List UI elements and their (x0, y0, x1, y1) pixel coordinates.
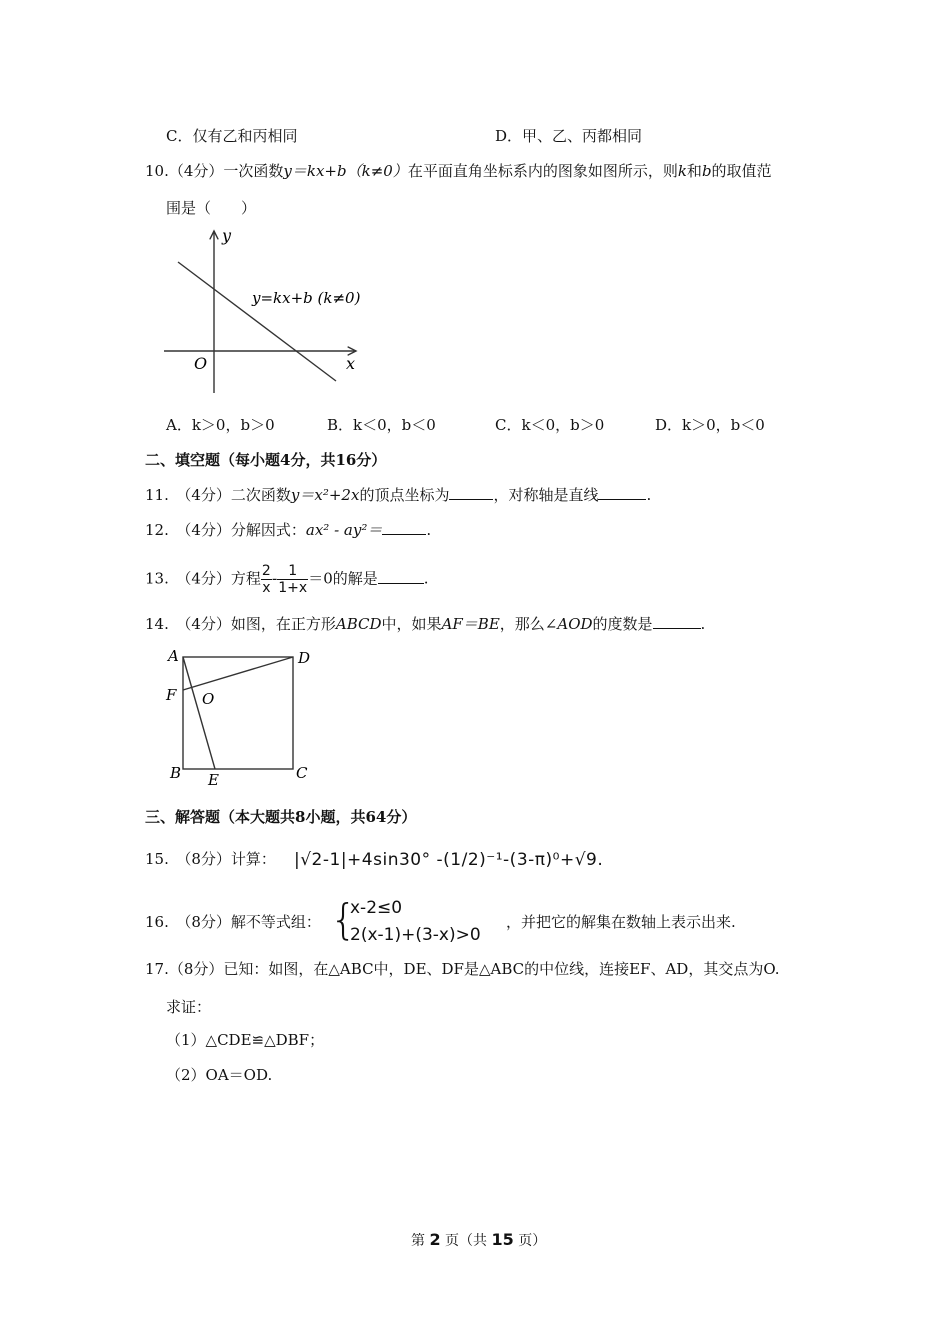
fraction-1-over-1-plus-x: $\frac{1}{1+x}$ (278, 563, 308, 596)
line-label: y=kx+b (k≠0) (252, 289, 361, 307)
q10-option-c: C．k＜0，b＞0 (495, 416, 605, 434)
answer-blank (598, 499, 646, 500)
q10-line2: 围是（ ） (166, 199, 257, 217)
q17-line2: 求证： (166, 998, 212, 1016)
answer-blank (382, 534, 426, 535)
q10-option-d: D．k＞0，b＜0 (655, 416, 765, 434)
label-b: B (170, 764, 182, 782)
segment-fd (183, 657, 293, 690)
label-f: F (166, 686, 177, 704)
q13: 13. （4分）方程 $\frac{2}{x}$ - $\frac{1}{1+x}$ ＝0的解是 . (145, 563, 429, 596)
x-axis-label: x (346, 354, 356, 373)
q9-option-d: D．甲、乙、丙都相同 (495, 127, 643, 145)
page-number: 2 (429, 1230, 441, 1249)
system-brace: { (330, 895, 357, 944)
answer-blank (653, 628, 701, 629)
q10-line1: 10.（4分）一次函数y＝kx+b（k≠0）在平面直角坐标系内的图象如图所示，则k和b的取值范 (145, 162, 772, 180)
label-c: C (296, 764, 308, 782)
answer-blank (449, 499, 493, 500)
fraction-2-over-x: $\frac{2}{x}$ (261, 563, 271, 596)
q9-option-c: C．仅有乙和丙相同 (166, 127, 298, 145)
q16-suffix: ，并把它的解集在数轴上表示出来. (506, 913, 736, 931)
q10-option-a: A．k＞0，b＞0 (166, 416, 275, 434)
page-footer: 第 2 页（共 15 页） (411, 1230, 547, 1249)
q11: 11. （4分）二次函数y＝x²+2x的顶点坐标为 ，对称轴是直线 . (145, 486, 652, 504)
section-3-heading: 三、解答题（本大题共8小题，共64分） (145, 808, 417, 826)
q12: 12. （4分）分解因式：ax² - ay²＝ . (145, 521, 432, 539)
section-2-heading: 二、填空题（每小题4分，共16分） (145, 451, 387, 469)
q16-inequality-2: 2(x-1)+(3-x)>0 (350, 925, 481, 945)
q17-item1: （1）△CDE≌△DBF； (166, 1031, 325, 1049)
q14-square-figure (160, 645, 320, 790)
q15-expression: |√2-1|+4sin30° -(1/2)⁻¹-(3-π)⁰+√9. (294, 850, 604, 870)
label-e: E (208, 771, 219, 789)
y-axis-label: y (222, 226, 232, 245)
q10-graph (160, 225, 370, 400)
origin-label: O (194, 354, 208, 373)
q17-item2: （2）OA＝OD. (166, 1066, 273, 1084)
label-o: O (202, 690, 215, 708)
answer-blank (378, 583, 424, 584)
q16-prefix: 16. （8分）解不等式组： (145, 913, 321, 931)
total-pages: 15 (491, 1230, 514, 1249)
q17-line1: 17.（8分）已知：如图，在△ABC中，DE、DF是△ABC的中位线，连接EF、AD，其交点为O. (145, 960, 780, 978)
q15: 15. （8分）计算： (145, 850, 276, 868)
q16-inequality-1: x-2≤0 (350, 898, 403, 918)
label-d: D (298, 649, 311, 667)
segment-ae (183, 657, 215, 769)
q10-option-b: B．k＜0，b＜0 (327, 416, 436, 434)
q14: 14. （4分）如图，在正方形ABCD中，如果AF＝BE，那么∠AOD的度数是 . (145, 615, 706, 633)
label-a: A (168, 647, 179, 665)
